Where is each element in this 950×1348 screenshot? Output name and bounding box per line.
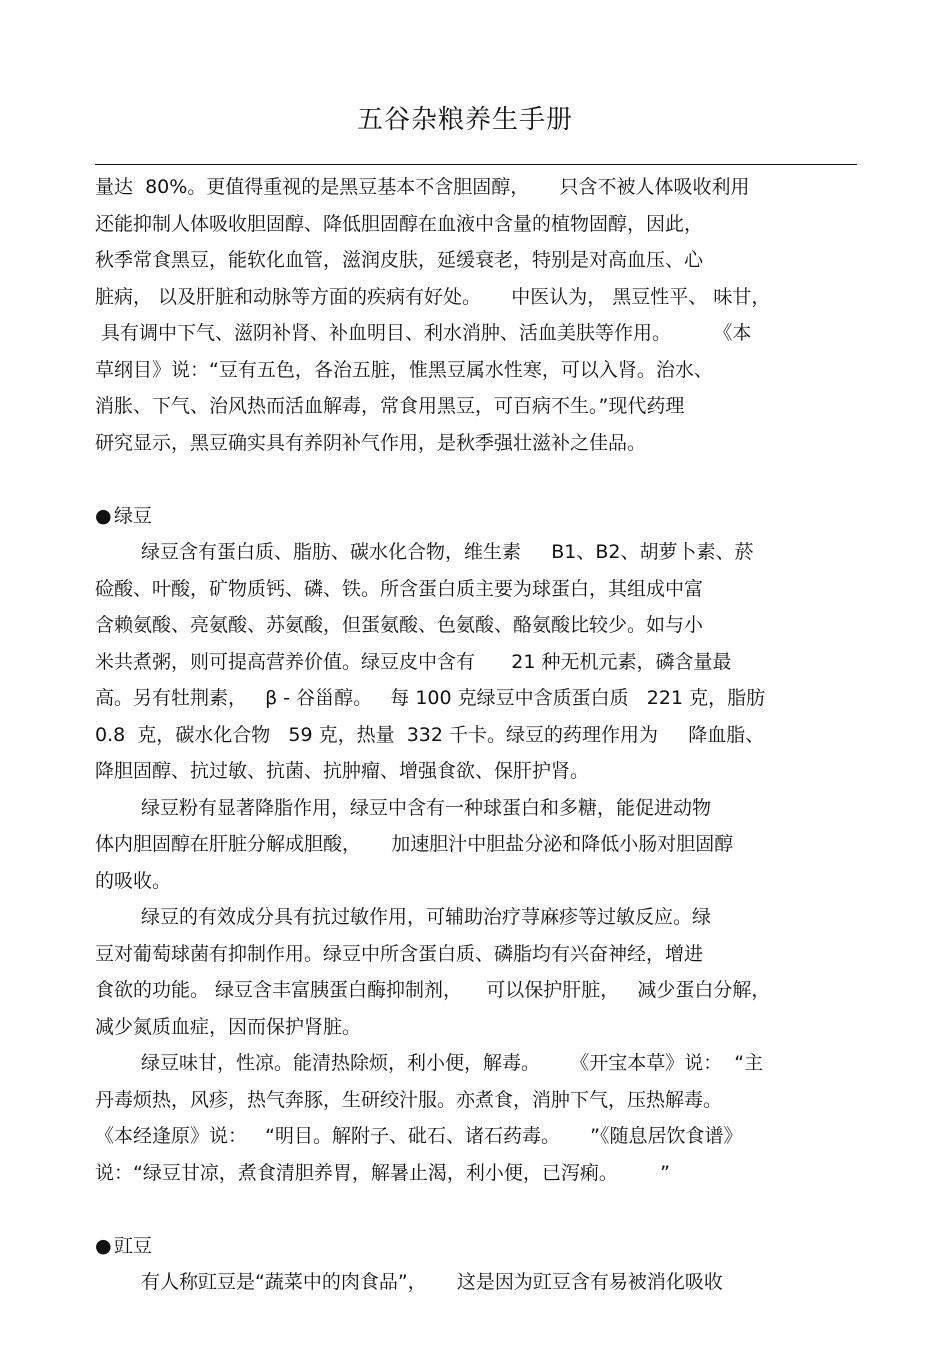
body-line: 绿豆的有效成分具有抗过敏作用，可辅助治疗荨麻疹等过敏反应。绿 — [141, 906, 712, 928]
body-line: 丹毒烦热，风疹，热气奔豚，生研绞汁服。亦煮食，消肿下气，压热解毒。 — [95, 1088, 723, 1111]
body-line: 量达 80%。更值得重视的是黑豆基本不含胆固醇， 只含不被人体吸收利用 — [95, 176, 750, 198]
body-line: 体内胆固醇在肝脏分解成胆酸， 加速胆汁中胆盐分泌和降低小肠对胆固醇 — [95, 833, 734, 855]
section-gap — [95, 461, 855, 498]
section-heading-cowpea — [95, 1228, 855, 1265]
body-line: 绿豆粉有显著降脂作用，绿豆中含有一种球蛋白和多糖，能促进动物 — [141, 796, 712, 819]
body-line: 脏病， 以及肝脏和动脉等方面的疾病有好处。 中医认为， 黑豆性平、 味甘， — [95, 285, 771, 308]
body-line: 降胆固醇、抗过敏、抗菌、抗肿瘤、增强食欲、保肝护肾。 — [95, 760, 590, 782]
section-heading-text: 豇豆 — [114, 1234, 153, 1257]
bullet-icon: ● — [95, 1234, 112, 1257]
body-line: 含赖氨酸、亮氨酸、苏氨酸，但蛋氨酸、色氨酸、酪氨酸比较少。如与小 — [95, 614, 704, 636]
body-line: 草纲目》说：“豆有五色，各治五脏，惟黑豆属水性寒，可以入肾。治水、 — [95, 358, 713, 381]
document-body — [95, 169, 855, 1301]
bullet-icon: ● — [95, 504, 112, 527]
body-line: 减少氮质血症，因而保护肾脏。 — [95, 1015, 362, 1038]
section-gap — [95, 1191, 855, 1228]
body-line: 研究显示，黑豆确实具有养阴补气作用，是秋季强壮滋补之佳品。 — [95, 431, 647, 454]
body-line: 米共煮粥，则可提高营养价值。绿豆皮中含有 21 种无机元素，磷含量最 — [95, 650, 732, 673]
section-heading-mungbean — [95, 498, 855, 535]
body-line: 有人称豇豆是“蔬菜中的肉食品”， 这是因为豇豆含有易被消化吸收 — [141, 1271, 723, 1293]
body-line: 食欲的功能。 绿豆含丰富胰蛋白酶抑制剂， 可以保护肝脏， 减少蛋白分解， — [95, 979, 771, 1001]
body-line: 秋季常食黑豆，能软化血管，滋润皮肤，延缓衰老，特别是对高血压、心 — [95, 249, 704, 271]
body-line: 绿豆味甘，性凉。能清热除烦，利小便，解毒。 《开宝本草》说： “主 — [141, 1052, 764, 1074]
body-line: 豆对葡萄球菌有抑制作用。绿豆中所含蛋白质、磷脂均有兴奋神经，增进 — [95, 942, 704, 965]
body-line: 具有调中下气、滋阴补肾、补血明目、利水消肿、活血美肤等作用。 《本 — [95, 322, 752, 344]
body-line: 高。另有牡荆素， β - 谷甾醇。 每 100 克绿豆中含质蛋白质 221 克，脂肪 — [95, 687, 766, 709]
body-line: 说：“绿豆甘凉，煮食清胆养胃，解暑止渴，利小便，已泻痢。 ” — [95, 1161, 670, 1184]
title-divider — [95, 164, 857, 165]
body-line: 的吸收。 — [95, 869, 172, 892]
body-line: 《本经逢原》说： “明目。解附子、砒石、诸石药毒。 ”《随息居饮食谱》 — [95, 1125, 743, 1147]
body-line: 硷酸、叶酸，矿物质钙、磷、铁。所含蛋白质主要为球蛋白，其组成中富 — [95, 577, 704, 600]
body-line: 还能抑制人体吸收胆固醇、降低胆固醇在血液中含量的植物固醇，因此， — [95, 212, 704, 235]
body-line: 绿豆含有蛋白质、脂肪、碳水化合物，维生素 B1、B2、胡萝卜素、菸 — [141, 541, 754, 563]
page-title: 五谷杂粮养生手册 — [356, 105, 573, 135]
section-heading-text: 绿豆 — [114, 504, 153, 527]
body-line: 消胀、下气、治风热而活血解毒，常食用黑豆，可百病不生。”现代药理 — [95, 395, 685, 417]
body-line: 0.8 克，碳水化合物 59 克，热量 332 千卡。绿豆的药理作用为 降血脂、 — [95, 723, 765, 746]
